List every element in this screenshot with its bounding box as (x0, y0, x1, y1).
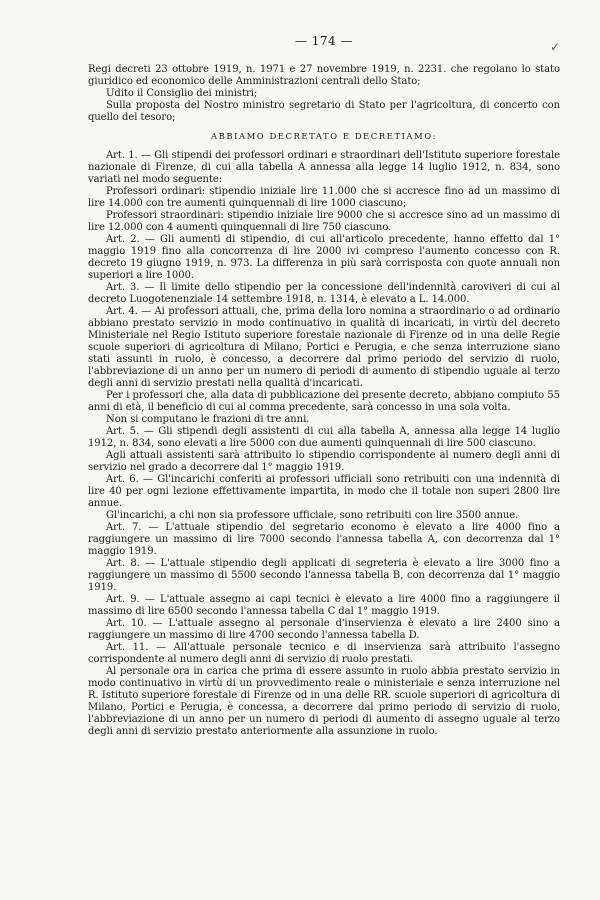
article-paragraph: Art. 7. — L'attuale stipendio del segretario economo è elevato a lire 4000 fino a raggiungere un massimo di lire 7000 secondo l'annessa tabella A, con decorrenza dal 1° maggio 1919. (88, 522, 560, 557)
article-paragraph: Art. 10. — L'attuale assegno al personale d'inservienza è elevato a lire 2400 sino a raggiungere un massimo di lire 4700 secondo l'annessa tabella D. (88, 618, 560, 641)
article-paragraph: Professori ordinari: stipendio iniziale lire 11.000 che si accresce fino ad un massimo di lire 14.000 con tre aumenti quinquennali di lire 1000 ciascuno; (88, 186, 560, 209)
preamble-paragraph: Sulla proposta del Nostro ministro segretario di Stato per l'agricoltura, di concerto con quello del tesoro; (88, 100, 560, 123)
article-paragraph: Al personale ora in carica che prima di essere assunto in ruolo abbia prestato servizio in modo continuativo in virtù di un provvedimento reale o ministeriale e senza interruzione nel R. Istituto superiore forestale di Firenze od in una delle RR. scuole superiori di agricoltura di Milano, Portici e Perugia, è concessa, a decorrere dal primo periodo di servizio di ruolo, l'abbreviazione di un anno per un numero di periodi di aumento di assegno uguale al terzo degli anni di servizio prestato anteriormente alla assunzione in ruolo. (88, 666, 560, 737)
page-number: — 174 — (294, 34, 354, 48)
preamble-paragraph: Udito il Consiglio dei ministri; (106, 88, 258, 99)
article-paragraph: Art. 9. — L'attuale assegno ai capi tecnici è elevato a lire 4000 fino a raggiungere il massimo di lire 6500 secondo l'annessa tabella C dal 1° maggio 1919. (88, 594, 560, 617)
corner-check-mark: ✓ (549, 40, 560, 54)
article-paragraph: Agli attuali assistenti sarà attribuito lo stipendio corrispondente al numero degli anni di servizio nel grado a decorrere dal 1° maggio 1919. (88, 450, 560, 473)
article-paragraph: Art. 1. — Gli stipendi dei professori ordinari e straordinari dell'Istituto superiore forestale nazionale di Firenze, di cui alla tabella A annessa alla legge 14 luglio 1912, n. 834, sono variati nel modo seguente: (88, 150, 560, 185)
article-paragraph: Non si computano le frazioni di tre anni. (106, 414, 310, 425)
decree-heading: ABBIAMO DECRETATO E DECRETIAMO: (210, 132, 438, 142)
preamble-paragraph: Regi decreti 23 ottobre 1919, n. 1971 e 27 novembre 1919, n. 2231. che regolano lo stato giuridico ed economico delle Amministrazioni centrali dello Stato; (88, 64, 560, 87)
article-paragraph: Art. 2. — Gli aumenti di stipendio, di cui all'articolo precedente, hanno effetto dal 1° maggio 1919 fino alla concorrenza di lire 2000 ivi compreso l'aumento concesso con R. decreto 19 giugno 1919, n. 973. La differenza in più sarà corrisposta con quote annuali non superiori a lire 1000. (88, 234, 560, 281)
article-paragraph: Art. 6. — Gl'incarichi conferiti ai professori ufficiali sono retribuiti con una indennità di lire 40 per ogni lezione effettivamente impartita, in modo che il totale non superi 2800 lire annue. (88, 474, 560, 509)
article-paragraph: Art. 8. — L'attuale stipendio degli applicati di segreteria è elevato a lire 3000 fino a raggiungere un massimo di 5500 secondo l'annessa tabella B, con decorrenza dal 1° maggio 1919. (88, 558, 560, 593)
article-paragraph: Art. 3. — Il limite dello stipendio per la concessione dell'indennità caroviveri di cui al decreto Luogotenenziale 14 settembre 1918, n. 1314, è elevato a L. 14.000. (88, 282, 560, 305)
articles-body (88, 150, 560, 738)
article-paragraph: Per i professori che, alla data di pubblicazione del presente decreto, abbiano compiuto 55 anni di età, il beneficio di cui al comma precedente, sarà concesso in una sola volta. (88, 390, 560, 413)
article-paragraph: Professori straordinari: stipendio iniziale lire 9000 che si accresce sino ad un massimo di lire 12.000 con 4 aumenti quinquennali di lire 750 ciascuno. (88, 210, 560, 233)
article-paragraph: Gl'incarichi, a chi non sia professore ufficiale, sono retribuiti con lire 3500 annue. (106, 510, 519, 521)
article-paragraph: Art. 5. — Gli stipendi degli assistenti di cui alla tabella A, annessa alla legge 14 luglio 1912, n. 834, sono elevati a lire 5000 con due aumenti quinquennali di lire 500 ciascuno. (88, 426, 560, 449)
article-paragraph: Art. 11. — All'attuale personale tecnico e di inservienza sarà attribuito l'assegno corrispondente al numero degli anni di servizio di ruolo prestati. (88, 642, 560, 665)
article-paragraph: Art. 4. — Ai professori attuali, che, prima della loro nomina a straordinario o ad ordinario abbiano prestato servizio in modo continuativo in qualità di incaricati, in virtù del decreto Ministeriale nel Regio Istituto superiore forestale nazionale di Firenze od in una delle Regie scuole superiori di agricoltura di Milano, Portici e Perugia, e che senza interruzione siano stati assunti in ruolo, è concesso, a decorrere dal primo periodo del servizio di ruolo, l'abbreviazione di un anno per un numero di periodi di aumento di stipendio uguale al terzo degli anni di servizio prestati nella qualità d'incaricati. (88, 306, 560, 389)
